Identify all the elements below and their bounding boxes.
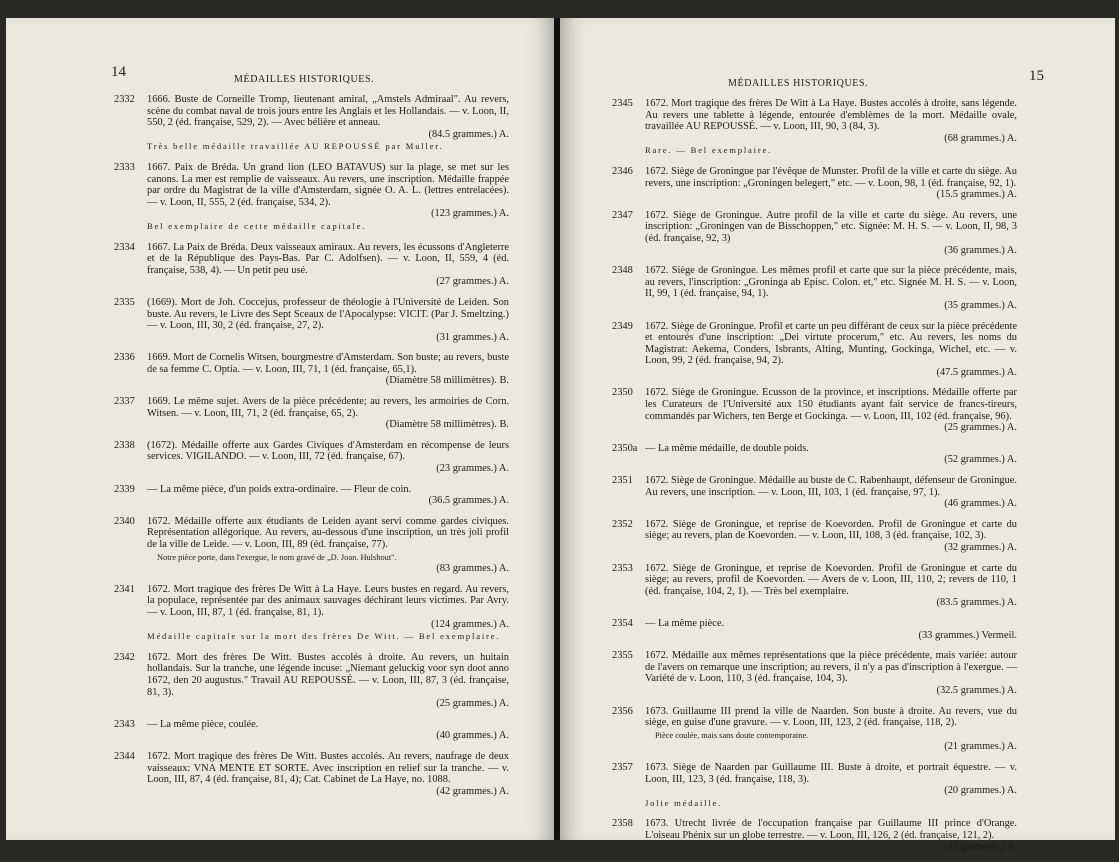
lot-description: — La même pièce, d'un poids extra-ordinaire. — Fleur de coin. — [147, 483, 412, 495]
lot-number: 2341 — [114, 583, 135, 595]
lot-weight: (52 grammes.) A. — [944, 454, 1017, 466]
lot-description: 1672. Siège de Groningue. Ecusson de la province, et inscriptions. Médaille offerte par les Curateurs de l'Université aux 150 étudiants ayant fait service de francs-tireurs, commandés par Wichers, ten Berge et Gockinga. — v. Loon, III, 102 (éd. française, 96). — [645, 387, 1017, 422]
lot-footnote: Pièce coulée, mais sans doute contemporaine. — [655, 730, 809, 740]
lot-number: 2350 — [612, 387, 633, 399]
lot-weight: (124 grammes.) A. — [431, 618, 509, 630]
lot-number: 2352 — [612, 518, 633, 530]
lot-description: 1672. Mort tragique des frères De Witt. Bustes accolés. Au revers, naufrage de deux vaisseaux: VNA MENTE ET SORTE. Avec inscription en relief sur la tranche. — v. Loon, III, 87, 4 (éd. française, 81, 4); Cat. Cabinet de La Haye, no. 1088. — [147, 750, 509, 786]
lot-entry — [114, 94, 509, 153]
lot-weight: (23 grammes.) A. — [436, 463, 509, 475]
lot-entry — [612, 706, 1017, 753]
lot-weight: (83 grammes.) A. — [436, 563, 509, 575]
lot-entry — [612, 443, 1017, 466]
lot-weight: (123 grammes.) A. — [431, 208, 509, 220]
lot-remark: Très belle médaille travaillée AU REPOUSSÉ par Muller. — [147, 141, 444, 152]
lot-weight: (32.5 grammes.) A. — [936, 684, 1017, 696]
lot-entry — [114, 584, 509, 643]
lot-weight: (83.5 grammes.) A. — [936, 597, 1017, 609]
lot-entry — [114, 396, 509, 431]
lot-description: 1666. Buste de Corneille Tromp, lieutenant amiral, „Amstels Admiraal". Au revers, scène du combat naval de trois jours entre les Anglais et les Hollandais. — v. Loon, II, 550, 2 (éd. française, 529, 2). — Avec bélière et anneau. — [147, 94, 509, 129]
lot-entry — [612, 818, 1017, 853]
lot-entry — [612, 98, 1017, 157]
lot-remark: Bel exemplaire de cette médaille capitale. — [147, 220, 367, 231]
lot-weight: (20 grammes.) A. — [944, 785, 1017, 797]
lot-number: 2335 — [114, 296, 135, 308]
lot-entry — [612, 166, 1017, 201]
page-number: 15 — [1029, 68, 1044, 84]
lot-description: 1672. Siège de Groningue. Médaille au buste de C. Rabenhaupt, défenseur de Groningue. Au revers, une inscription. — v. Loon, III, 103, 1 (éd. française, 97, 1). — [645, 475, 1017, 498]
lot-description: (1672). Médaille offerte aux Gardes Civiques d'Amsterdam en récompense de leurs services. VIGILANDO. — v. Loon, III, 72 (éd. française, 67). — [147, 439, 509, 463]
lot-number: 2351 — [612, 475, 633, 487]
lot-description: 1672. Siège de Groningue. Les mêmes profil et carte que sur la pièce précédente, mais, au revers, l'inscription: „Groninga ab Episc. Colon. et," etc. Signée M. H. S. — v. Loon, II, 99, 1 (éd. française, 94, 1). — [645, 265, 1017, 300]
entry-list — [114, 94, 509, 806]
lot-weight: (45 grammes.) A. — [944, 841, 1017, 853]
lot-weight: (47.5 grammes.) A. — [936, 366, 1017, 378]
lot-description: 1667. Paix de Bréda. Un grand lion (LEO BATAVUS) sur la plage, se met sur les canons. La mer est remplie de vaisseaux. Au revers, une inscription. Médaille frappée par ordre du Magistrat de la ville d'Amsterdam, signée O. A. L. (lettres entrelacées). — v. Loon, II, 555, 2 (éd. française, 534, 2). — [147, 161, 509, 208]
lot-number: 2355 — [612, 650, 633, 662]
lot-description: 1672. Médaille aux mêmes représentations que la pièce précédente, mais variée: autour de l'avers on remarque une inscription; au revers, il n'y a pas d'inscription à l'exergue. — Variété de v. Loon, 110, 3 (éd. française, 104, 3). — [645, 650, 1017, 685]
lot-number: 2333 — [114, 161, 135, 173]
lot-entry — [612, 210, 1017, 256]
lot-number: 2336 — [114, 352, 135, 364]
lot-weight: (Diamètre 58 millimètres). B. — [385, 375, 509, 387]
running-header: MÉDAILLES HISTORIQUES. — [728, 78, 869, 89]
lot-number: 2350a — [612, 442, 638, 454]
lot-weight: (25 grammes.) A. — [436, 698, 509, 710]
lot-weight: (40 grammes.) A. — [436, 730, 509, 742]
lot-entry — [114, 751, 509, 797]
lot-entry — [612, 475, 1017, 510]
lot-number: 2347 — [612, 209, 633, 221]
lot-weight: (84.5 grammes.) A. — [428, 128, 509, 140]
lot-description: 1672. Mort tragique des frères De Witt à La Haye. Bustes accolés à droite, sans légende. Au revers une tablette à légende, entourée d'emblèmes de la mort. Médaille ovale, travaillée AU REPOUSSÉ. — v. Loon, III, 90, 3 (84, 3). — [645, 98, 1017, 133]
lot-entry — [114, 242, 509, 288]
lot-remark: Rare. — Bel exemplaire. — [645, 145, 773, 156]
lot-description: 1667. La Paix de Bréda. Deux vaisseaux amiraux. Au revers, les écussons d'Angleterre et de la République des Pays-Bas. Par C. Adolfsen). — v. Loon, II, 559, 4 (éd. française, 538, 4). — Un petit peu usé. — [147, 241, 509, 276]
lot-weight: (68 grammes.) A. — [944, 132, 1017, 144]
lot-entry — [612, 563, 1017, 609]
lot-number: 2358 — [612, 818, 633, 830]
lot-description: — La même pièce, coulée. — [147, 718, 259, 730]
lot-entry — [114, 516, 509, 575]
page-number: 14 — [111, 64, 126, 80]
lot-number: 2332 — [114, 94, 135, 105]
lot-weight: (15.5 grammes.) A. — [936, 189, 1017, 201]
lot-number: 2338 — [114, 439, 135, 451]
entry-list — [612, 98, 1017, 862]
lot-weight: (Diamètre 58 millimètres). B. — [385, 419, 509, 431]
lot-entry — [612, 265, 1017, 311]
lot-weight: (21 grammes.) A. — [944, 741, 1017, 753]
lot-description: 1672. Mort tragique des frères De Witt à La Haye. Leurs bustes en regard. Au revers, la populace, représentée par des animaux sauvages déchirant leurs victimes. Par Avry. — v. Loon, III, 87, 1 (éd. française, 81, 1). — [147, 583, 509, 618]
lot-number: 2354 — [612, 617, 633, 629]
lot-weight: (36.5 grammes.) A. — [428, 495, 509, 507]
lot-entry — [612, 762, 1017, 809]
lot-description: 1669. Le même sujet. Avers de la pièce précédente; au revers, les armoiries de Corn. Witsen. — v. Loon, III, 71, 2 (éd. française, 65, 2). — [147, 396, 509, 419]
lot-entry — [114, 719, 509, 742]
lot-entry — [612, 650, 1017, 696]
lot-weight: (42 grammes.) A. — [436, 785, 509, 797]
lot-number: 2344 — [114, 750, 135, 762]
lot-weight: (31 grammes.) A. — [436, 331, 509, 343]
lot-description: 1672. Siège de Groningue par l'évêque de Munster. Profil de la ville et carte du siège. Au revers, une inscription: „Groningen belegert," etc. — v. Loon, 98, 1 (éd. française, 92, 1). — [645, 165, 1017, 189]
lot-number: 2345 — [612, 98, 633, 109]
lot-description: 1672. Médaille offerte aux étudiants de Leiden ayant servi comme gardes civiques. Représentation allégorique. Au revers, au-dessous d'une inscription, un très joli profil de la ville de Leide. — v. Loon, III, 89 (éd. française, 77). — [147, 515, 509, 550]
lot-weight: (46 grammes.) A. — [944, 498, 1017, 510]
lot-entry — [114, 162, 509, 233]
lot-entry — [114, 352, 509, 387]
lot-number: 2356 — [612, 705, 633, 717]
lot-description: — La même médaille, de double poids. — [645, 442, 809, 454]
lot-description: 1673. Utrecht livrée de l'occupation française par Guillaume III prince d'Orange. L'oiseau Phénix sur un globe terrestre. — v. Loon, III, 126, 2 (éd. française, 121, 2). — [645, 818, 1017, 841]
lot-number: 2357 — [612, 761, 633, 773]
lot-remark: Médaille capitale sur la mort des frères De Witt. — Bel exemplaire. — [147, 631, 501, 642]
running-header: MÉDAILLES HISTORIQUES. — [234, 74, 375, 85]
lot-description: 1672. Siège de Groningue. Profil et carte un peu différant de ceux sur la pièce précédente et entourés d'une inscription: „Dei virtute procerum," etc. Au revers, les noms du Magistrat: Aekema, Conders, Isbrants, Alting, Munting, Gockinga, Wichel, etc. — v. Loon, 99, 2 (éd. française, 94, 2). — [645, 320, 1017, 367]
lot-number: 2346 — [612, 165, 633, 177]
lot-description: — La même pièce. — [645, 617, 725, 629]
lot-number: 2339 — [114, 483, 135, 495]
lot-entry — [612, 618, 1017, 641]
lot-number: 2334 — [114, 241, 135, 253]
lot-description: 1672. Mort des frères De Witt. Bustes accolés à droite. Au revers, un huitain hollandais. Sur la tranche, une légende incuse: „Niemant geluckig voor syn doot anno 1672, den 20 augustus." Travail AU REPOUSSÉ. — v. Loon, III, 87, 3 (éd. française, 81, 3). — [147, 651, 509, 698]
lot-number: 2348 — [612, 265, 633, 277]
lot-footnote: Notre pièce porte, dans l'exergue, le nom gravé de „D. Joan. Hulshout". — [157, 552, 397, 562]
lot-number: 2340 — [114, 515, 135, 527]
left-page — [6, 18, 554, 840]
lot-number: 2342 — [114, 651, 135, 663]
lot-number: 2353 — [612, 562, 633, 574]
lot-entry — [612, 519, 1017, 554]
lot-weight: (36 grammes.) A. — [944, 244, 1017, 256]
lot-weight: (33 grammes.) Vermeil. — [918, 629, 1017, 641]
lot-description: (1669). Mort de Joh. Coccejus, professeur de théologie à l'Université de Leiden. Son buste. Au revers, le Livre des Sept Sceaux de l'Apocalypse: VICIT. (Par J. Smeltzing.) — v. Loon, III, 30, 2 (éd. française, 27, 2). — [147, 296, 509, 332]
lot-entry — [114, 440, 509, 475]
lot-entry — [612, 321, 1017, 379]
lot-entry — [612, 387, 1017, 433]
lot-entry — [114, 652, 509, 710]
lot-weight: (32 grammes.) A. — [944, 542, 1017, 553]
lot-description: 1672. Siège de Groningue, et reprise de Koevorden. Profil de Groningue et carte du siège; au revers, profil de Koevorden. — Avers de v. Loon, III, 110, 2; revers de 110, 1 (éd. française, 104, 2, 1). — Très bel exemplaire. — [645, 562, 1017, 597]
lot-weight: (35 grammes.) A. — [944, 299, 1017, 311]
lot-description: 1672. Siège de Groningue. Autre profil de la ville et carte du siège. Au revers, une inscription: „Groningen van de Bisschoppen," etc. Signée: M. H. S. — v. Loon, II, 98, 3 (éd. française, 92, 3) — [645, 209, 1017, 244]
lot-description: 1673. Siège de Naarden par Guillaume III. Buste à droite, et portrait équestre. — v. Loon, III, 123, 3 (éd. française, 118, 3). — [645, 761, 1017, 785]
lot-weight: (27 grammes.) A. — [436, 276, 509, 288]
lot-weight: (25 grammes.) A. — [944, 422, 1017, 434]
lot-number: 2337 — [114, 396, 135, 408]
lot-entry — [114, 297, 509, 343]
lot-description: 1673. Guillaume III prend la ville de Naarden. Son buste à droite. Au revers, vue du siège, en guise d'une gravure. — v. Loon, III, 123, 2 (éd. française, 118, 2). — [645, 705, 1017, 729]
lot-description: 1672. Siège de Groningue, et reprise de Koevorden. Profil de Groningue et carte du siège; au revers, plan de Koevorden. — v. Loon, III, 108, 3 (éd. française, 102, 3). — [645, 518, 1017, 542]
right-page — [560, 18, 1115, 853]
lot-number: 2349 — [612, 320, 633, 332]
lot-entry — [114, 484, 509, 507]
lot-description: 1669. Mort de Cornelis Witsen, bourgmestre d'Amsterdam. Son buste; au revers, buste de sa femme C. Optia. — v. Loon, III, 71, 1 (éd. française, 65,1). — [147, 352, 509, 375]
lot-remark: Jolie médaille. — [645, 797, 723, 808]
lot-number: 2343 — [114, 718, 135, 730]
